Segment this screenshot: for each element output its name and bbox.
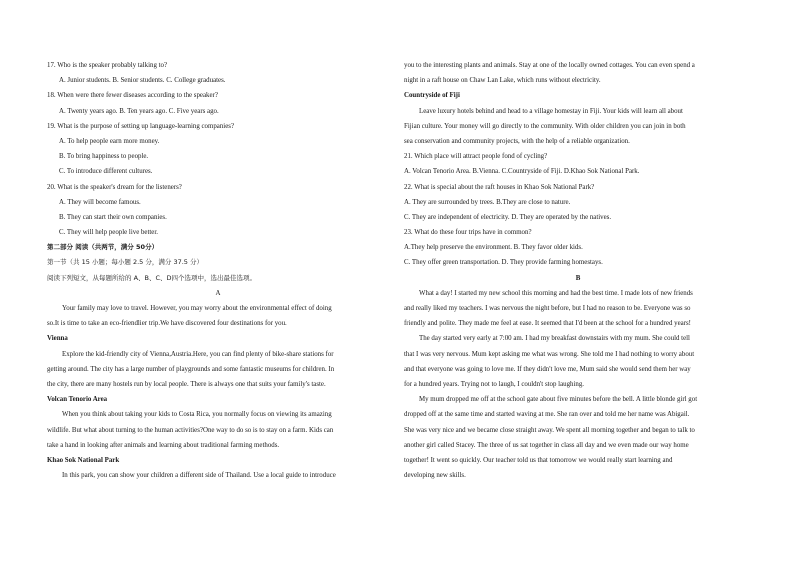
text-line: take a hand in looking after animals and learning about traditional farming methods. — [47, 441, 280, 449]
text-line: What a day! I started my new school this morning and had the best time. I made lots of new friends — [419, 289, 693, 297]
text-line: 19. What is the purpose of setting up language-learning companies? — [47, 122, 235, 130]
text-line: friendly and polite. They made me feel at ease. It seemed that I'd been at the school for a hundred years! — [404, 320, 691, 328]
text-line: getting around. The city has a large number of playgrounds and some fantastic museums for children. In — [47, 365, 335, 373]
text-line: A. Twenty years ago. B. Ten years ago. C. Five years ago. — [59, 107, 219, 115]
text-line: together! It went so quickly. Our teacher told us that tomorrow we would really start learning and — [404, 456, 673, 464]
text-line: 20. What is the speaker's dream for the listeners? — [47, 183, 182, 191]
left-column — [47, 58, 389, 483]
passage-label: A — [215, 289, 221, 297]
text-line: A. Junior students. B. Senior students. C. College graduates. — [59, 77, 226, 85]
text-line: 18. When were there fewer diseases according to the speaker? — [47, 92, 218, 100]
text-line: 23. What do these four trips have in common? — [404, 229, 532, 237]
section-subheading: 第一节（共 15 小题；每小题 2.5 分，满分 37.5 分） — [47, 258, 203, 267]
subheading: Khao Sok National Park — [47, 456, 120, 464]
text-line: you to the interesting plants and animals. Stay at one of the locally owned cottages. You can even spend a — [404, 62, 695, 69]
text-line: C. They offer green transportation. D. They provide farming homestays. — [404, 259, 603, 267]
text-line: 17. Who is the speaker probably talking to? — [47, 62, 168, 69]
text-line: A. To help people earn more money. — [59, 137, 160, 145]
text-line: so.It is time to take an eco-friendlier trip.We have discovered four destinations for you. — [47, 320, 287, 328]
right-column — [404, 58, 752, 483]
text-line: wildlife. But what about turning to the human activities?One way to do so is to stay on a farm. Kids can — [47, 426, 334, 434]
text-line: Fijian culture. Your money will go directly to the community. With older children you can join in both — [404, 122, 686, 130]
text-line: B. They can start their own companies. — [59, 213, 167, 221]
text-line: Your family may love to travel. However, you may worry about the environmental effect of doing — [62, 305, 332, 312]
text-line: The day started very early at 7:00 am. I had my breakfast downstairs with my mum. She could tell — [419, 335, 690, 343]
text-line: night in a raft house on Chaw Lan Lake, which runs without electricity. — [404, 77, 601, 85]
text-line: C. They will help people live better. — [59, 229, 158, 237]
text-line: C. They are independent of electricity. D. They are operated by the natives. — [404, 213, 612, 221]
subheading: Countryside of Fiji — [404, 92, 460, 100]
text-line: and really liked my teachers. I was nervous the night before, but I had no reason to be. Everyone was so — [404, 305, 691, 312]
text-line: sea conservation and community projects, with the help of a reliable organization. — [404, 137, 630, 145]
text-line: A. Volcan Tenorio Area. B.Vienna. C.Countryside of Fiji. D.Khao Sok National Park. — [404, 168, 640, 176]
text-line: the city, there are many hostels run by local people. There is always one that suits your family's taste. — [47, 380, 326, 388]
text-line: another girl called Stacey. The three of us sat together in class all day and we even made our way home — [404, 441, 689, 449]
text-line: A. They will become famous. — [59, 198, 141, 206]
text-line: dropped off at the same time and started waving at me. She ran over and told me her name was Abigail. — [404, 411, 690, 419]
instructions: 阅读下列短文，从每题所给的 A、B、C、D四个选项中，选出最佳选项。 — [47, 273, 257, 282]
passage-label: B — [575, 274, 581, 282]
text-line: B. To bring happiness to people. — [59, 153, 149, 161]
text-line: 21. Which place will attract people fond of cycling? — [404, 153, 548, 161]
text-line: She was very nice and we became close straight away. We spent all morning together and began to talk to — [404, 426, 695, 434]
text-line: Leave luxury hotels behind and head to a village homestay in Fiji. Your kids will learn all about — [419, 107, 683, 115]
text-line: 22. What is special about the raft houses in Khao Sok National Park? — [404, 183, 595, 191]
text-line: A. They are surrounded by trees. B.They are close to nature. — [404, 198, 571, 206]
text-line: A.They help preserve the environment. B. They favor older kids. — [404, 244, 583, 252]
subheading: Vienna — [47, 335, 68, 343]
subheading: Volcan Tenorio Area — [47, 396, 108, 404]
text-line: and that everyone was going to love me. If they didn't love me, Mum said she would send them her way — [404, 365, 691, 373]
text-line: When you think about taking your kids to Costa Rica, you normally focus on viewing its amazing — [62, 411, 332, 419]
text-line: for a hundred years. Trying not to laugh, I couldn't stop laughing. — [404, 380, 584, 388]
text-line: My mum dropped me off at the school gate about five minutes before the bell. A little blonde girl got — [419, 396, 698, 404]
text-line: that I was very nervous. Mum kept asking me what was wrong. She told me I had nothing to worry about — [404, 350, 695, 358]
section-heading: 第二部分 阅读（共两节，满分 50分） — [47, 243, 159, 252]
text-line: developing new skills. — [404, 472, 466, 480]
text-line: Explore the kid-friendly city of Vienna,Austria.Here, you can find plenty of bike-share stations for — [62, 350, 334, 358]
text-line: In this park, you can show your children a different side of Thailand. Use a local guide to introduce — [62, 472, 336, 480]
text-line: C. To introduce different cultures. — [59, 168, 153, 176]
